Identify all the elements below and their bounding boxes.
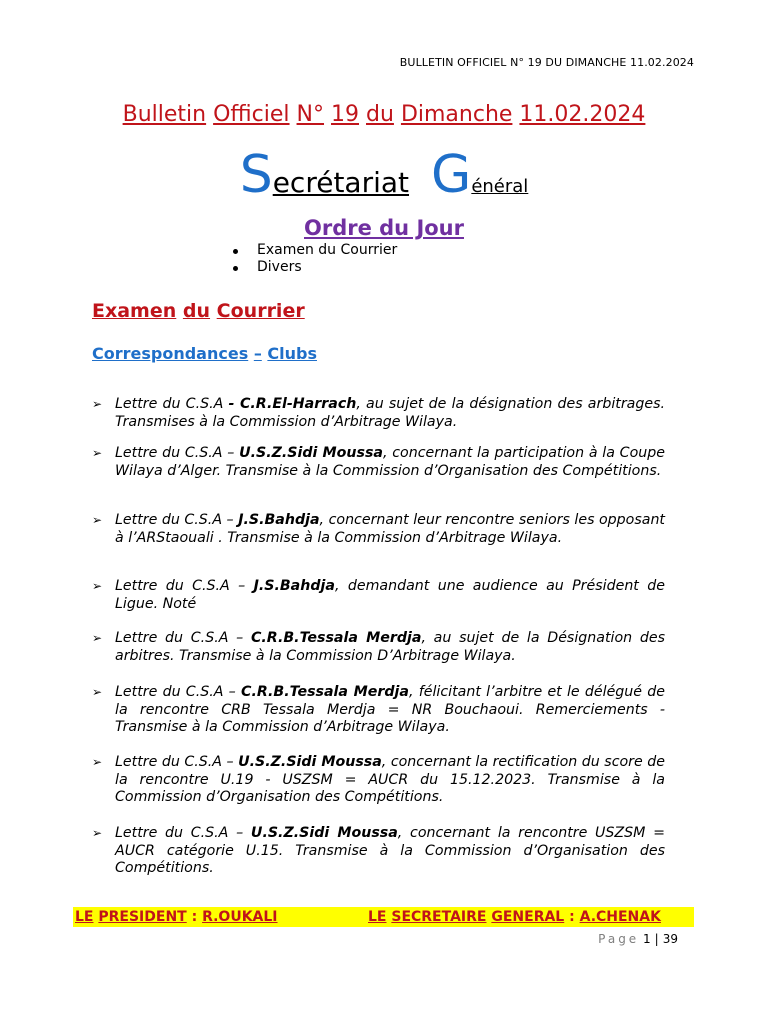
signature-bar bbox=[73, 907, 694, 927]
title-word: 11.02.2024 bbox=[519, 102, 646, 127]
subsection-word: Correspondances bbox=[92, 344, 249, 363]
title-word: Bulletin bbox=[122, 102, 207, 127]
club-name: U.S.Z.Sidi Moussa bbox=[238, 754, 382, 770]
secretariat-general-title bbox=[0, 140, 768, 222]
club-name: C.R.B.Tessala Merdja bbox=[241, 684, 409, 700]
agenda-item: Examen du Courrier bbox=[230, 242, 397, 259]
letter-item: ➢ Lettre du C.S.A – C.R.B.Tessala Merdja, félicitant l’arbitre et le délégué de la rencontre CRB Tessala Merdja = NR Bouchaoui. Remerciements -Transmise à la Commission d’Arbitrage Wilaya. bbox=[92, 684, 666, 735]
title-word: du bbox=[366, 102, 394, 127]
club-name: J.S.Bahdja bbox=[253, 578, 335, 594]
title-word: Dimanche bbox=[400, 102, 513, 127]
subsection-word: – bbox=[253, 344, 262, 363]
club-name: J.S.Bahdja bbox=[238, 512, 320, 528]
letter-item: ➢ Lettre du C.S.A – J.S.Bahdja, concernant leur rencontre seniors les opposant à l’ARStaouali . Transmise à la Commission d’Arbitrage Wilaya. bbox=[92, 512, 665, 546]
arrow-bullet-icon: ➢ bbox=[92, 631, 103, 645]
arrow-bullet-icon: ➢ bbox=[92, 397, 103, 411]
section-word: Examen bbox=[92, 300, 177, 322]
running-header: BULLETIN OFFICIEL N° 19 DU DIMANCHE 11.02.2024 bbox=[399, 56, 694, 69]
section-word: du bbox=[182, 300, 211, 322]
section-title bbox=[92, 300, 305, 322]
title-word: N° bbox=[296, 102, 325, 127]
page-separator: | bbox=[654, 932, 659, 946]
arrow-bullet-icon: ➢ bbox=[92, 513, 103, 527]
initial-g: G bbox=[431, 145, 472, 205]
page-current: 1 bbox=[643, 932, 651, 946]
subsection-word: Clubs bbox=[267, 344, 317, 363]
club-name: C.R.B.Tessala Merdja bbox=[250, 630, 422, 646]
secretary-signature: LE SECRETAIRE GENERAL : A.CHENAK bbox=[368, 909, 661, 925]
agenda-list bbox=[230, 242, 397, 276]
arrow-bullet-icon: ➢ bbox=[92, 579, 103, 593]
letter-item: ➢ Lettre du C.S.A – U.S.Z.Sidi Moussa, concernant la participation à la Coupe Wilaya d’Alger. Transmise à la Commission d’Organisation des Compétitions. bbox=[92, 445, 665, 479]
arrow-bullet-icon: ➢ bbox=[92, 755, 103, 769]
letter-item: ➢ Lettre du C.S.A - C.R.El-Harrach, au sujet de la désignation des arbitrages. Transmises à la Commission d’Arbitrage Wilaya. bbox=[92, 396, 665, 430]
general-word: énéral bbox=[471, 176, 529, 197]
bulletin-title bbox=[0, 102, 768, 127]
title-word: Officiel bbox=[213, 102, 290, 127]
section-word: Courrier bbox=[216, 300, 305, 322]
agenda-title: Ordre du Jour bbox=[304, 216, 464, 240]
club-name: U.S.Z.Sidi Moussa bbox=[239, 445, 383, 461]
subsection-title bbox=[92, 344, 317, 363]
arrow-bullet-icon: ➢ bbox=[92, 826, 103, 840]
page-total: 39 bbox=[662, 932, 678, 946]
arrow-bullet-icon: ➢ bbox=[92, 685, 103, 699]
letter-item: ➢ Lettre du C.S.A – C.R.B.Tessala Merdja, au sujet de la Désignation des arbitres. Transmise à la Commission D’Arbitrage Wilaya. bbox=[92, 630, 665, 664]
page-number bbox=[598, 932, 678, 946]
title-word: 19 bbox=[331, 102, 360, 127]
initial-s: S bbox=[239, 145, 273, 205]
secretariat-word: ecrétariat bbox=[272, 166, 410, 199]
club-name: - C.R.El-Harrach bbox=[228, 396, 357, 412]
letter-item: ➢ Lettre du C.S.A – J.S.Bahdja, demandant une audience au Président de Ligue. Noté bbox=[92, 578, 665, 612]
president-signature: LE PRESIDENT : R.OUKALI bbox=[75, 909, 278, 925]
page-label: Page bbox=[598, 932, 640, 946]
letter-item: ➢ Lettre du C.S.A – U.S.Z.Sidi Moussa, concernant la rencontre USZSM = AUCR catégorie U.15. Transmise à la Commission d’Organisation des Compétitions. bbox=[92, 825, 665, 876]
agenda-item: Divers bbox=[230, 259, 397, 276]
arrow-bullet-icon: ➢ bbox=[92, 446, 103, 460]
letter-item: ➢ Lettre du C.S.A – U.S.Z.Sidi Moussa, concernant la rectification du score de la rencontre U.19 - USZSM = AUCR du 15.12.2023. Transmise à la Commission d’Organisation des Compétitions. bbox=[92, 754, 665, 805]
club-name: U.S.Z.Sidi Moussa bbox=[250, 825, 398, 841]
